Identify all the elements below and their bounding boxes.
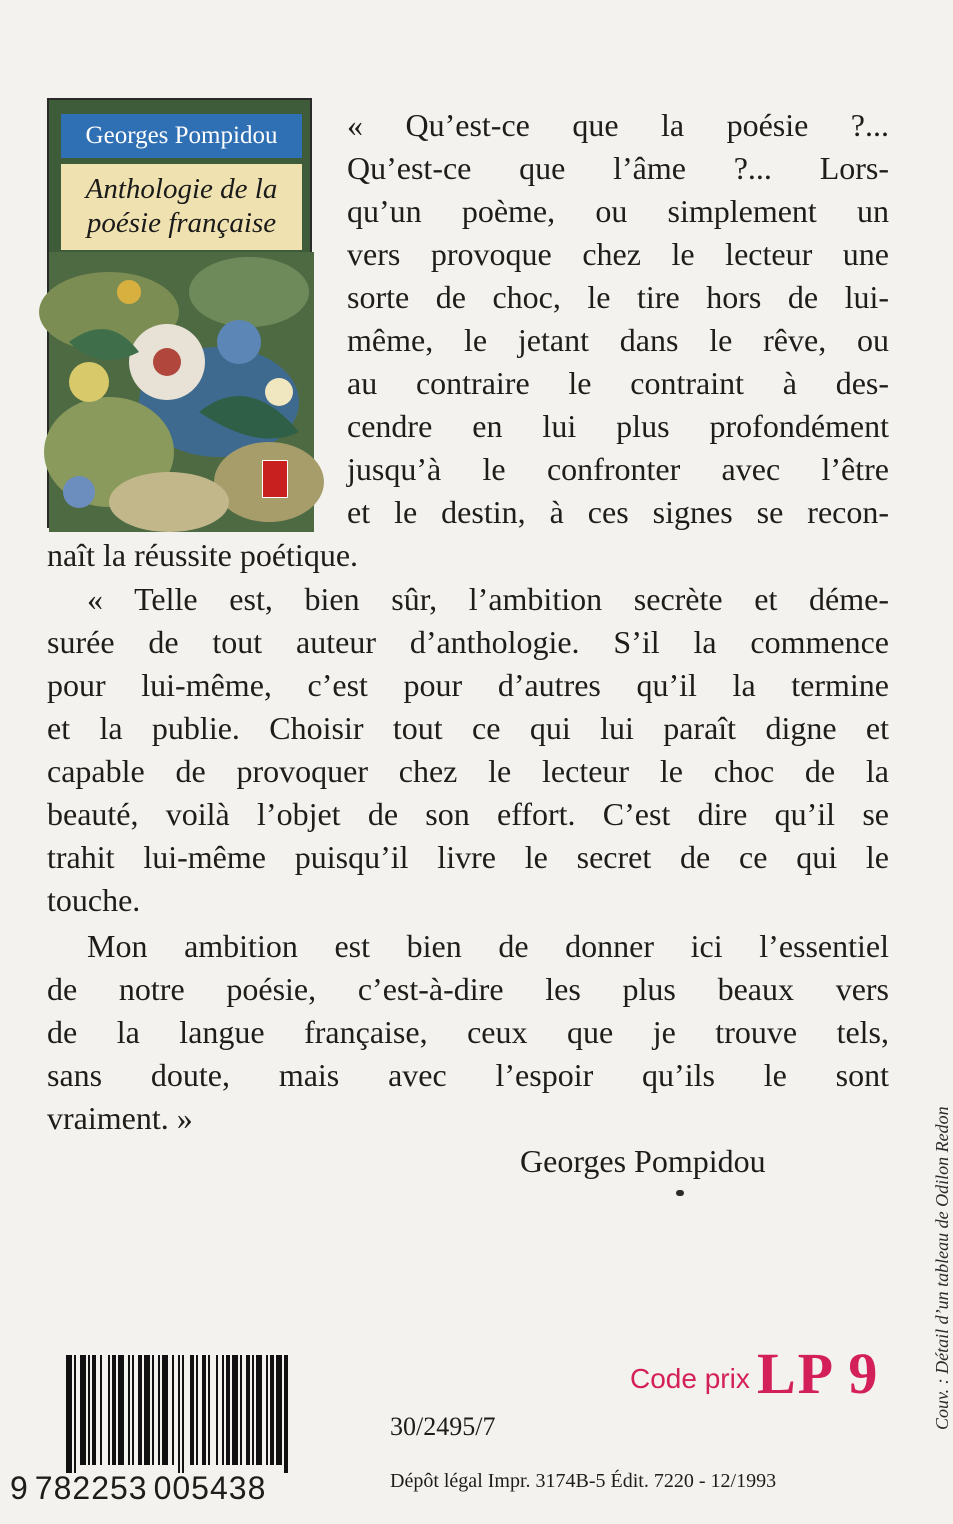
barcode-bar xyxy=(202,1355,206,1465)
text-line: vraiment. » xyxy=(47,1100,193,1136)
barcode-bar xyxy=(80,1355,86,1465)
text-line: beauté, voilà l’objet de son effort. C’est dire qu’il se xyxy=(47,796,889,832)
barcode-bar xyxy=(266,1355,268,1465)
text-line: qu’un poème, ou simplement un xyxy=(347,193,889,229)
barcode-bar xyxy=(208,1355,210,1465)
barcode-bar xyxy=(118,1355,124,1465)
barcode-bar xyxy=(222,1355,224,1465)
text-line: « Qu’est-ce que la poésie ?... xyxy=(347,107,889,143)
barcode-bar xyxy=(182,1355,184,1473)
text-line: cendre en lui plus profondément xyxy=(347,408,889,444)
barcode-bar xyxy=(256,1355,262,1465)
barcode-bar xyxy=(158,1355,160,1465)
cover-author: Georges Pompidou xyxy=(61,114,302,158)
barcode-bar xyxy=(92,1355,96,1465)
price-code-value: LP 9 xyxy=(757,1341,880,1406)
reference-number: 30/2495/7 xyxy=(390,1412,496,1441)
text-line: sorte de choc, le tire hors de lui- xyxy=(347,279,889,315)
cover-credit: Couv. : Détail d’un tableau de Odilon Redon xyxy=(932,1106,952,1430)
barcode-bar xyxy=(138,1355,142,1465)
ink-speck xyxy=(676,1190,684,1196)
text-line: de notre poésie, c’est-à-dire les plus beaux vers xyxy=(47,971,889,1007)
text-line: même, le jetant dans le rêve, ou xyxy=(347,322,889,358)
paragraph-1-end xyxy=(47,534,889,577)
paragraph-3 xyxy=(47,925,889,1140)
paragraph-1 xyxy=(347,104,889,534)
barcode-bar xyxy=(152,1355,154,1465)
text-line: naît la réussite poétique. xyxy=(47,537,359,573)
barcode-bar xyxy=(226,1355,230,1465)
text-line: capable de provoquer chez le lecteur le choc de la xyxy=(47,753,889,789)
barcode-bar xyxy=(196,1355,198,1465)
text-line: au contraire le contraint à des- xyxy=(347,365,889,401)
text-line: touche. xyxy=(47,882,141,918)
barcode-bar xyxy=(172,1355,174,1465)
barcode-bar xyxy=(178,1355,180,1473)
barcode-digit-group: 005438 xyxy=(153,1470,267,1506)
barcode-bar xyxy=(66,1355,72,1473)
barcode-bar xyxy=(144,1355,150,1465)
barcode-bar xyxy=(270,1355,274,1465)
barcode-bar xyxy=(276,1355,282,1465)
text-line: surée de tout auteur d’anthologie. S’il la commence xyxy=(47,624,889,660)
barcode-bar xyxy=(190,1355,194,1465)
barcode xyxy=(66,1355,341,1473)
barcode-bar xyxy=(74,1355,76,1473)
text-line: Qu’est-ce que l’âme ?... Lors- xyxy=(347,150,889,186)
text-line: trahit lui-même puisqu’il livre le secret de ce qui le xyxy=(47,839,889,875)
barcode-bar xyxy=(216,1355,218,1465)
cover-title xyxy=(61,164,302,250)
text-line: et la publie. Choisir tout ce qui lui paraît digne et xyxy=(47,710,889,746)
barcode-bar xyxy=(232,1355,238,1465)
text-line: et le destin, à ces signes se recon- xyxy=(347,494,889,530)
text-line: jusqu’à le confronter avec l’être xyxy=(347,451,889,487)
text-line: vers provoque chez le lecteur une xyxy=(347,236,889,272)
book-cover-thumbnail xyxy=(47,98,312,528)
text-line: de la langue française, ceux que je trouve tels, xyxy=(47,1014,889,1050)
text-line: « Telle est, bien sûr, l’ambition secrète et déme- xyxy=(87,581,889,617)
cover-title-line-1: Anthologie de la xyxy=(85,173,278,205)
barcode-bar xyxy=(112,1355,116,1465)
publisher-logo xyxy=(262,460,288,498)
legal-deposit: Dépôt légal Impr. 3174B-5 Édit. 7220 - 12/1993 xyxy=(390,1470,777,1492)
text-line: sans doute, mais avec l’espoir qu’ils le sont xyxy=(47,1057,889,1093)
barcode-bar xyxy=(100,1355,102,1465)
paragraph-2 xyxy=(47,578,889,922)
barcode-bar xyxy=(252,1355,254,1465)
barcode-bar xyxy=(132,1355,134,1465)
barcode-bar xyxy=(162,1355,168,1465)
price-code-label: Code prix xyxy=(630,1363,750,1394)
text-line: Mon ambition est bien de donner ici l’essentiel xyxy=(87,928,889,964)
barcode-digits xyxy=(10,1470,272,1507)
barcode-bar xyxy=(88,1355,90,1465)
barcode-digit-group: 9 xyxy=(10,1470,29,1506)
barcode-bar xyxy=(128,1355,130,1465)
text-line: pour lui-même, c’est pour d’autres qu’il la termine xyxy=(47,667,889,703)
barcode-bar xyxy=(240,1355,242,1465)
cover-title-line-2: poésie française xyxy=(86,207,277,239)
signature: Georges Pompidou xyxy=(520,1143,766,1179)
barcode-bar xyxy=(284,1355,288,1473)
barcode-digit-group: 782253 xyxy=(34,1470,148,1506)
barcode-bar xyxy=(246,1355,250,1465)
barcode-bar xyxy=(108,1355,110,1465)
